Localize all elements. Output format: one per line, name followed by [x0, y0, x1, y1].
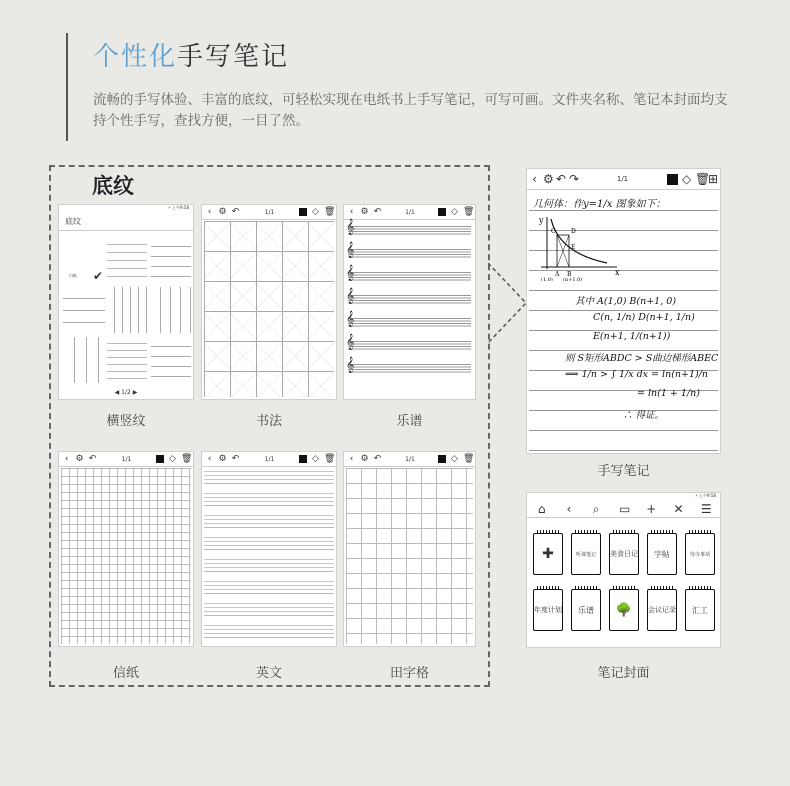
template-label: 信纸 — [112, 666, 139, 681]
notebook-covers-screen[interactable] — [526, 492, 721, 648]
undo-icon[interactable]: ↶ — [231, 207, 240, 217]
template-label: 乐谱 — [396, 414, 423, 429]
section-title: 底纹 — [92, 174, 134, 198]
toolbar: ‹ ⚙ ↶ 1/1 ◇ 🗑 — [344, 452, 475, 467]
notebook-cover[interactable]: 会议记录 — [647, 589, 677, 631]
notebook-cover[interactable]: 美食日记 — [609, 533, 639, 575]
treble-clef-icon: 𝄞 — [346, 242, 355, 258]
pen-icon[interactable] — [299, 455, 307, 463]
graph-label: E — [571, 244, 576, 251]
undo-icon[interactable]: ↶ — [373, 454, 382, 464]
graph-label: (1,0) — [541, 277, 553, 281]
eraser-icon[interactable]: ◇ — [451, 454, 458, 464]
picker-option-narrow-h[interactable] — [107, 237, 147, 279]
template-calligraphy-screen[interactable] — [201, 204, 337, 400]
notebook-cover[interactable]: 🌳 — [609, 589, 639, 631]
treble-clef-icon: 𝄞 — [346, 265, 355, 281]
template-music-screen[interactable] — [343, 204, 476, 400]
template-tianzige-screen[interactable] — [343, 451, 476, 647]
note-line: ∴ 得证。 — [623, 410, 665, 421]
back-icon[interactable]: ‹ — [64, 454, 69, 464]
notebook-cover[interactable]: ✚ — [533, 533, 563, 575]
back-icon[interactable]: ‹ — [207, 454, 212, 464]
pen-icon[interactable] — [667, 174, 678, 185]
add-icon[interactable]: + — [646, 502, 657, 516]
picker-option-blank[interactable]: 白纸 ✔ — [69, 269, 103, 283]
graph-label: (n+1,0) — [563, 277, 583, 281]
undo-icon[interactable]: ↶ — [373, 207, 382, 217]
toolbar: ‹ ⚙ ↶ ↷ 1/1 ◇ 🗑 ⊞ — [527, 169, 720, 190]
graph-label: D — [571, 228, 576, 235]
search-icon[interactable]: ⌕ — [592, 501, 600, 516]
folder-icon[interactable]: ▭ — [618, 502, 631, 516]
note-screen-label: 手写笔记 — [597, 464, 650, 479]
redo-icon[interactable]: ↷ — [569, 172, 580, 186]
picker-option-medium-h[interactable] — [151, 237, 191, 279]
eraser-icon[interactable]: ◇ — [451, 207, 458, 217]
toolbar: ‹ ⚙ ↶ 1/1 ◇ 🗑 — [344, 205, 475, 220]
trash-icon[interactable]: 🗑 — [181, 454, 193, 464]
note-line: 其中 A(1,0) B(n+1, 0) — [575, 296, 677, 307]
template-label: 英文 — [255, 666, 282, 681]
treble-clef-icon: 𝄞 — [346, 357, 355, 373]
trash-icon[interactable]: 🗑 — [463, 454, 475, 464]
back-icon[interactable]: ‹ — [207, 207, 212, 217]
treble-clef-icon: 𝄞 — [346, 334, 355, 350]
graph-label: y — [539, 216, 544, 225]
function-graph — [537, 213, 627, 281]
picker-option-wide-v[interactable] — [63, 337, 105, 383]
toolbar: ‹ ⚙ ↶ 1/1 ◇ 🗑 — [59, 452, 193, 467]
treble-clef-icon: 𝄞 — [346, 288, 355, 304]
notebook-cover[interactable]: 待办事项 — [685, 533, 715, 575]
settings-icon[interactable]: ⚙ — [360, 207, 369, 217]
back-icon[interactable]: ‹ — [532, 172, 537, 186]
back-icon[interactable]: ‹ — [566, 502, 572, 516]
menu-icon[interactable]: ☰ — [700, 502, 712, 516]
trash-icon[interactable]: 🗑 — [324, 454, 336, 464]
tianzige-grid — [346, 468, 473, 644]
status-bar: ⚡ 上午9:58 — [167, 205, 189, 210]
picker-title: 底纹 — [59, 213, 193, 231]
template-picker-screen[interactable] — [58, 204, 194, 400]
undo-icon[interactable]: ↶ — [231, 454, 240, 464]
add-page-icon[interactable]: ⊞ — [708, 172, 719, 186]
picker-option-medium-v[interactable] — [151, 287, 191, 333]
treble-clef-icon: 𝄞 — [346, 219, 355, 235]
treble-clef-icon: 𝄞 — [346, 311, 355, 327]
toolbar: ‹ ⚙ ↶ 1/1 ◇ 🗑 — [202, 205, 336, 220]
notebook-cover[interactable]: 听课笔记 — [571, 533, 601, 575]
covers-toolbar — [527, 501, 720, 518]
trash-icon[interactable]: 🗑 — [324, 207, 336, 217]
trash-icon[interactable]: 🗑 — [463, 207, 475, 217]
graph-label: A — [555, 271, 560, 278]
square-grid — [61, 468, 191, 644]
eraser-icon[interactable]: ◇ — [169, 454, 176, 464]
picker-option-narrow-v[interactable] — [107, 287, 147, 333]
note-line: = ln(1 + 1/n) — [637, 388, 700, 399]
eraser-icon[interactable]: ◇ — [312, 207, 319, 217]
picker-option-wide-h[interactable] — [63, 287, 105, 333]
undo-icon[interactable]: ↶ — [556, 172, 567, 186]
notebook-cover[interactable]: 年度计划 — [533, 589, 563, 631]
home-icon[interactable]: ⌂ — [537, 502, 546, 516]
page-description: 流畅的手写体验、丰富的底纹，可轻松实现在电纸书上手写笔记，可写可画。文件夹名称、笔记本封面均支持个性手写，查找方便，一目了然。 — [93, 92, 728, 129]
covers-screen-label: 笔记封面 — [597, 666, 650, 681]
graph-label: C — [551, 228, 556, 235]
template-label: 田字格 — [389, 666, 429, 681]
pen-icon[interactable] — [438, 208, 446, 216]
picker-grid — [63, 233, 189, 383]
notebook-cover[interactable]: 汇工 — [685, 589, 715, 631]
graph-label: x — [615, 268, 620, 277]
notebook-cover[interactable]: 乐谱 — [571, 589, 601, 631]
eraser-icon[interactable]: ◇ — [312, 454, 319, 464]
settings-icon[interactable]: ⚙ — [218, 454, 227, 464]
settings-icon[interactable]: ⚙ — [543, 172, 554, 186]
title-accent-bar — [66, 33, 68, 141]
template-label: 横竖纹 — [106, 414, 146, 429]
pointer-arrow — [488, 263, 528, 343]
eraser-icon[interactable]: ◇ — [682, 172, 692, 186]
template-english-screen[interactable] — [201, 451, 337, 647]
picker-option-bamboo[interactable] — [107, 337, 147, 383]
note-line: E(n+1, 1/(n+1)) — [593, 331, 671, 342]
note-line: C(n, 1/n) D(n+1, 1/n) — [593, 312, 695, 323]
toolbar: ‹ ⚙ ↶ 1/1 ◇ 🗑 — [202, 452, 336, 467]
status-bar: ⚡ 上午9:58 — [694, 493, 716, 498]
undo-icon[interactable]: ↶ — [88, 454, 97, 464]
pen-icon[interactable] — [156, 455, 164, 463]
pen-icon[interactable] — [299, 208, 307, 216]
close-icon[interactable]: ✕ — [673, 502, 684, 516]
note-line: ⟹ 1/n > ∫ 1/x dx = ln(n+1)/n — [565, 369, 709, 380]
note-line: 几何体：作y=1/x 图象如下： — [533, 199, 666, 210]
picker-pager[interactable]: ◀ 1/2 ▶ — [114, 389, 138, 396]
trash-icon[interactable]: 🗑 — [695, 172, 711, 186]
graph-label: B — [567, 271, 572, 278]
notebook-cover[interactable]: 字帖 — [647, 533, 677, 575]
back-icon[interactable]: ‹ — [349, 454, 354, 464]
calligraphy-grid — [204, 221, 334, 397]
settings-icon[interactable]: ⚙ — [218, 207, 227, 217]
picker-option-table[interactable] — [151, 337, 191, 383]
template-grid-screen[interactable] — [58, 451, 194, 647]
template-label: 书法 — [255, 414, 282, 429]
check-icon: ✔ — [92, 269, 103, 283]
back-icon[interactable]: ‹ — [349, 207, 354, 217]
handwritten-note-screen[interactable] — [526, 168, 721, 454]
pen-icon[interactable] — [438, 455, 446, 463]
page-title: 个性化手写笔记 — [93, 42, 290, 72]
settings-icon[interactable]: ⚙ — [360, 454, 369, 464]
note-line: 则 S矩形ABDC > S曲边梯形ABEC — [565, 353, 719, 364]
settings-icon[interactable]: ⚙ — [75, 454, 84, 464]
english-lines — [204, 468, 334, 644]
